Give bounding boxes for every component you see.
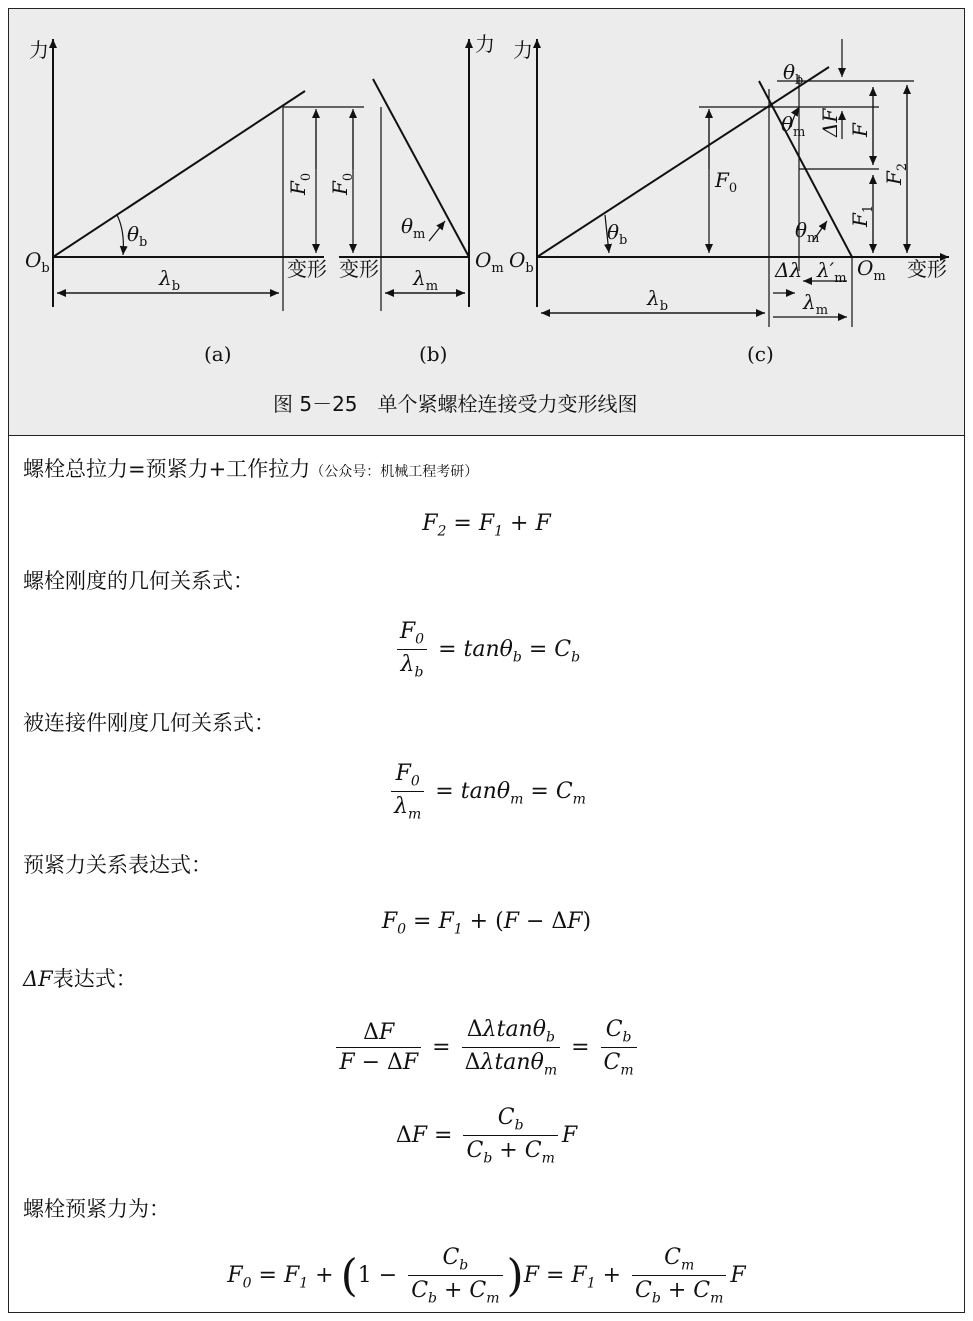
force-label-b: 力 xyxy=(475,32,495,56)
svg-text:Om: $O_m$ xyxy=(857,256,886,284)
figure-cell xyxy=(9,9,964,436)
section-4-title: 预紧力关系表达式： xyxy=(23,853,212,877)
panel-label-c: (c) xyxy=(747,342,774,366)
equation-bolt-stiffness: $\frac{F_0}{\lambda_b}$ = $\tan\theta_b = C_b$ xyxy=(9,619,964,681)
svg-text:F1: $F_1$ xyxy=(848,204,876,227)
equation-bolt-preload: $F_0 = F_1 + (1$ − $\frac{C_b}{C_b + C_m}$ )$F = F_1$ + $\frac{C_m}{C_b + C_m}$ F xyxy=(227,1245,746,1307)
svg-text:θb: $\theta_b$ xyxy=(783,60,804,88)
deform-label-b: 变形 xyxy=(339,257,379,281)
equation-preload: $F_0 = F_1 + (F - \Delta F)$ xyxy=(381,909,592,938)
panel-label-b: (b) xyxy=(419,342,448,366)
section-2-title: 螺栓刚度的几何关系式： xyxy=(23,569,254,593)
section-6-title: 螺栓预紧力为： xyxy=(23,1197,170,1221)
equation-member-stiffness: $\frac{F_0}{\lambda_m}$ = $\tan\theta_m = C_m$ xyxy=(9,761,964,823)
svg-text:F2: $F_2$ xyxy=(882,162,910,185)
svg-text:F0: $F_0$ xyxy=(328,172,356,195)
panel-label-a: (a) xyxy=(204,342,232,366)
svg-text:θb: $\theta_b$ xyxy=(127,222,148,250)
svg-text:λm: $\lambda_m$ xyxy=(803,290,829,318)
section-1-heading xyxy=(23,453,478,483)
section-1-title: 螺栓总拉力=预紧力+工作拉力 xyxy=(23,457,311,481)
text-cell xyxy=(9,437,964,1312)
equation-delta-f-ratio: $\frac{\Delta F}{F - \Delta F}$ = $\frac{\Delta\lambda\tan\theta_b}{\Delta\lambda\tan\theta_m}$ = $\frac{C_b}{C_m}$ xyxy=(9,1017,964,1079)
svg-text:Om: $O_m$ xyxy=(475,248,504,276)
force-label-c: 力 xyxy=(513,38,533,62)
svg-text:Ob: $O_b$ xyxy=(25,248,50,276)
deform-label-a: 变形 xyxy=(287,257,327,281)
svg-text:θm: $\theta_m$ xyxy=(795,218,820,246)
equation-total-force: $F_2 = F_1 + F$ xyxy=(422,511,551,540)
svg-text:F0: $F_0$ xyxy=(715,168,738,196)
svg-text:F0: $F_0$ xyxy=(286,172,314,195)
force-label-a: 力 xyxy=(29,38,49,62)
svg-text:F: F xyxy=(848,123,872,137)
svg-text:θm: $\theta_m$ xyxy=(781,112,806,140)
svg-text:θm: $\theta_m$ xyxy=(401,214,426,242)
document-frame xyxy=(8,8,965,1313)
figure-caption: 图 5－25 单个紧螺栓连接受力变形线图 xyxy=(273,392,638,416)
svg-text:Δλ: Δλ xyxy=(775,258,803,282)
force-deformation-figure xyxy=(9,9,964,435)
section-5-title: 表达式： xyxy=(52,967,137,991)
deform-label-c: 变形 xyxy=(907,257,947,281)
svg-text:ΔF: ΔF xyxy=(818,108,842,137)
section-3-title: 被连接件刚度几何关系式： xyxy=(23,711,275,735)
svg-text:θb: $\theta_b$ xyxy=(607,220,628,248)
svg-text:λb: $\lambda_b$ xyxy=(647,286,669,314)
svg-text:λb: $\lambda_b$ xyxy=(159,266,181,294)
svg-text:λ′m: $\lambda'_m$ xyxy=(817,258,847,286)
source-note: （公众号：机械工程考研） xyxy=(310,464,479,480)
section-5-heading: ΔF表达式： xyxy=(23,967,137,991)
svg-text:λm: $\lambda_m$ xyxy=(413,266,439,294)
equation-delta-f: ΔF = $\frac{C_b}{C_b + C_m}$ F xyxy=(395,1105,578,1167)
svg-text:Ob: $O_b$ xyxy=(509,248,534,276)
